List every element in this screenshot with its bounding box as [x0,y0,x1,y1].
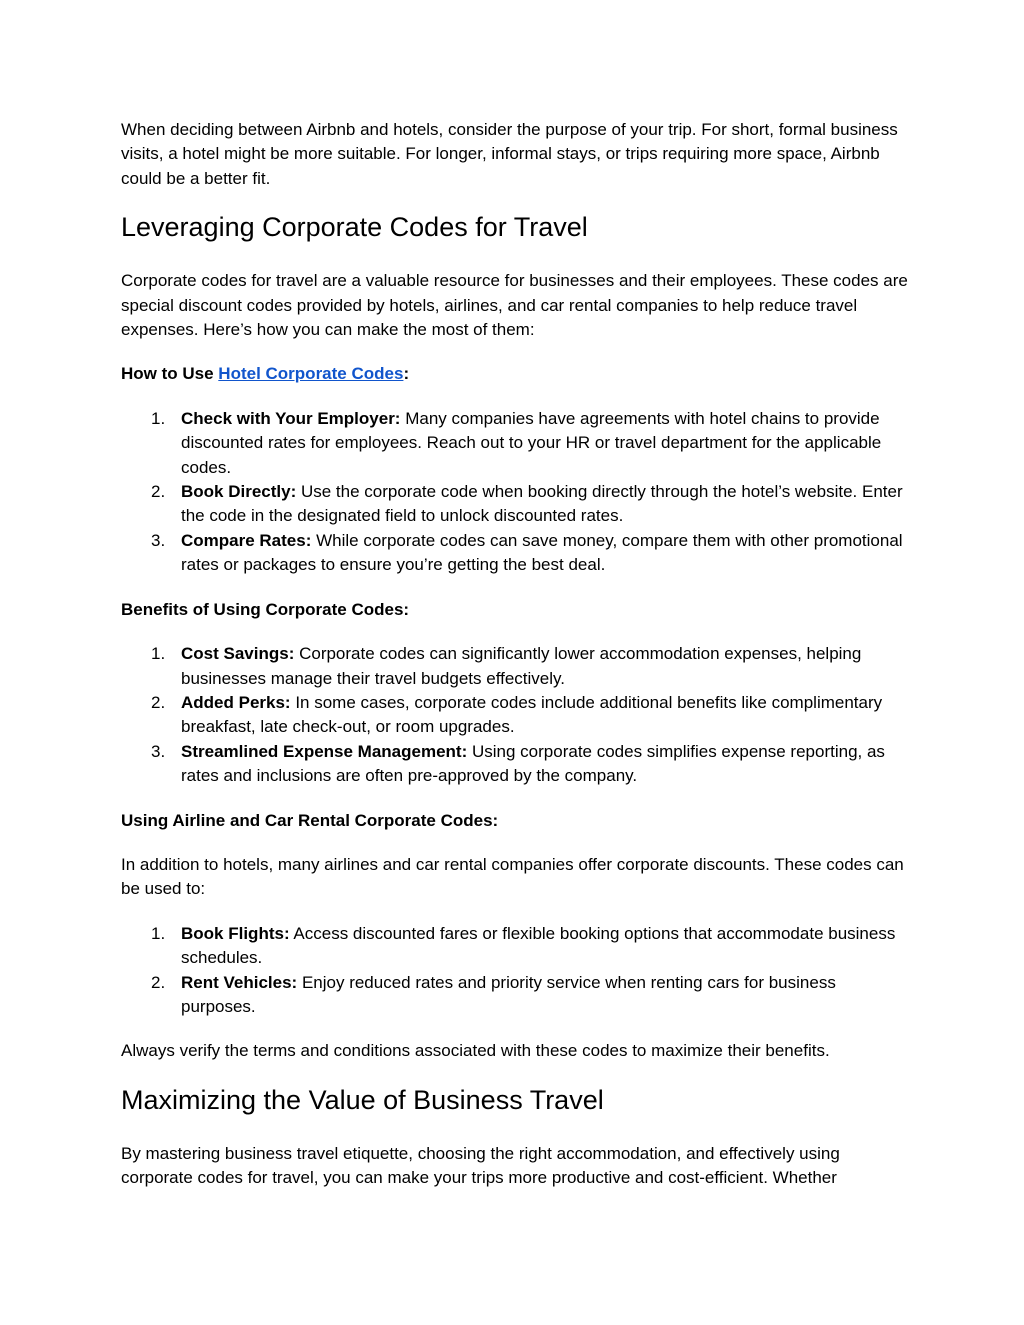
list-item-text: While corporate codes can save money, compare them with other promotional rates or packages to ensure you’re getting the best deal. [181,530,903,575]
maximizing-intro: By mastering business travel etiquette, choosing the right accommodation, and effectively using corporate codes for travel, you can make your trips more productive and cost-efficient. Whether [121,1143,840,1188]
list-item-label: Book Directly: [181,482,297,502]
list-item-label: Check with Your Employer: [181,408,401,428]
list-item-label: Added Perks: [181,692,291,712]
list-item-text: Use the corporate code when booking directly through the hotel’s website. Enter the code in the designated field to unlock discounted rates. [181,482,903,526]
list-number: 2. [151,972,166,992]
airline-list [121,922,911,1020]
list-item [121,922,911,971]
list-item [121,691,911,740]
list-item-label: Cost Savings: [181,644,295,664]
list-item [121,480,911,529]
list-item-label: Streamlined Expense Management: [181,741,468,761]
list-number: 3. [151,741,166,761]
airline-intro: In addition to hotels, many airlines and car rental companies offer corporate discounts. These codes can be used to: [121,854,904,899]
list-item-text: Corporate codes can significantly lower accommodation expenses, helping businesses manage their travel budgets effectively. [181,644,862,688]
list-item [121,740,911,789]
list-item-label: Compare Rates: [181,530,312,550]
closing-paragraph: Always verify the terms and conditions associated with these codes to maximize their benefits. [121,1041,830,1061]
list-number: 3. [151,530,166,550]
list-item [121,642,911,691]
benefits-heading: Benefits of Using Corporate Codes: [121,599,410,619]
list-item-label: Rent Vehicles: [181,972,298,992]
list-item [121,407,911,480]
list-item-text: Many companies have agreements with hotel chains to provide discounted rates for employees. Reach out to your HR or travel department for the applicable codes. [181,408,882,477]
list-item-text: In some cases, corporate codes include additional benefits like complimentary breakfast, late check-out, or room upgrades. [181,692,883,737]
hotel-corporate-codes-link[interactable]: Hotel Corporate Codes [218,364,404,384]
airline-car-rental-heading: Using Airline and Car Rental Corporate Codes: [121,810,499,830]
benefits-list [121,642,911,788]
list-number: 1. [151,408,166,428]
how-to-use-heading [121,362,911,386]
list-number: 2. [151,692,166,712]
intro-paragraph: When deciding between Airbnb and hotels, consider the purpose of your trip. For short, formal business visits, a hotel might be more suitable. For longer, informal stays, or trips requiring more space, Airbnb could be a better fit. [121,120,898,188]
how-to-suffix: : [403,364,410,384]
document-page [121,118,911,1191]
section-heading-maximizing-value: Maximizing the Value of Business Travel [121,1084,604,1115]
list-item-text: Using corporate codes simplifies expense reporting, as rates and inclusions are often pre-approved by the company. [181,741,885,786]
section-heading-corporate-codes: Leveraging Corporate Codes for Travel [121,212,588,243]
list-number: 1. [151,923,166,943]
how-to-list [121,407,911,578]
list-item [121,971,911,1020]
list-item-text: Access discounted fares or flexible booking options that accommodate business schedules. [181,923,896,968]
how-to-prefix: How to Use [121,364,219,384]
corporate-codes-intro: Corporate codes for travel are a valuable resource for businesses and their employees. These codes are special discount codes provided by hotels, airlines, and car rental companies to help reduce travel expenses. Here’s how you can make the most of them: [121,271,908,340]
list-item [121,529,911,578]
list-number: 2. [151,482,166,502]
list-item-text: Enjoy reduced rates and priority service when renting cars for business purposes. [181,972,836,1016]
list-item-label: Book Flights: [181,923,290,943]
list-number: 1. [151,644,166,664]
